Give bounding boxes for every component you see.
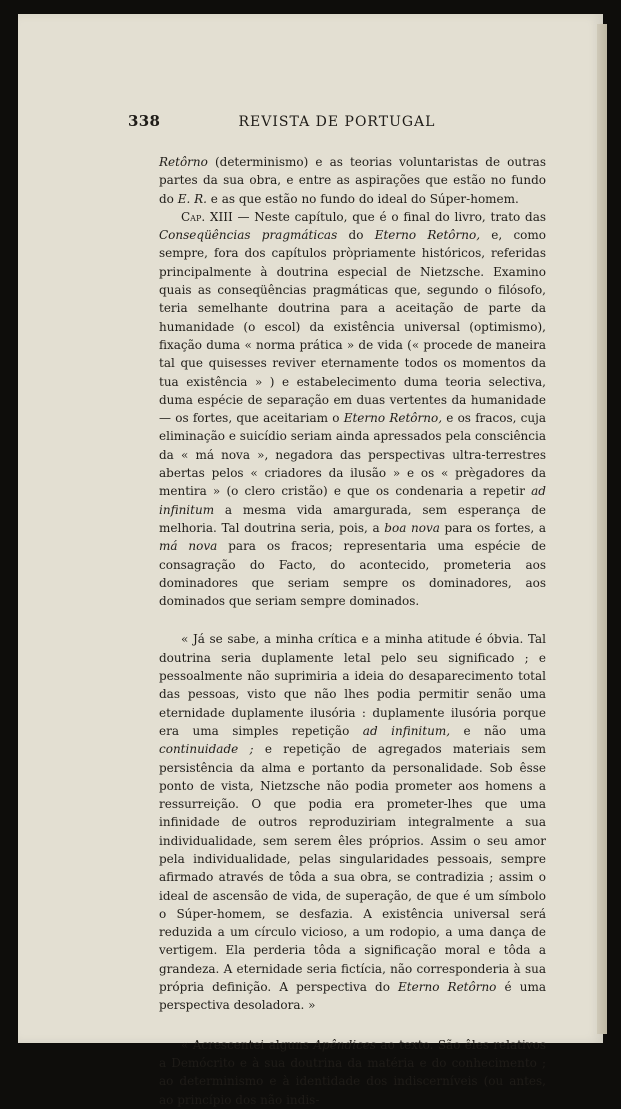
italic-span: ad infinitum bbox=[159, 484, 546, 517]
text-span: ao texto. São êles relativos a Demócrito e à sua doutrina da matéria e do conhecimento ; ao determinismo e à identidade dos indiscerníveis (ou antes, ao princípio dos não indis- bbox=[159, 1037, 546, 1107]
italic-span: Conseqüências pragmáticas bbox=[159, 228, 338, 243]
italic-span: Eterno Retôrno, bbox=[374, 228, 481, 243]
text-span: a mesma vida amargurada, sem esperança de melhoria. Tal doutrina seria, pois, a bbox=[159, 502, 546, 535]
page-header bbox=[128, 112, 546, 134]
italic-span: Apêndices bbox=[313, 1037, 377, 1052]
italic-span: boa nova bbox=[384, 520, 440, 535]
text-span: — Neste capítulo, que é o final do livro, trato das bbox=[232, 209, 547, 224]
italic-span: Retôrno bbox=[159, 155, 208, 169]
text-span: « Acrescentei alguns bbox=[181, 1037, 314, 1052]
page-number: 338 bbox=[128, 112, 161, 130]
running-head: REVISTA DE PORTUGAL bbox=[238, 114, 436, 130]
text-span: (determinismo) e as teorias voluntaristas de outras partes da sua obra, e entre as aspirações que estão no fundo do bbox=[159, 155, 546, 206]
text-span: e as que estão no fundo do ideal do Súper-homem. bbox=[206, 191, 519, 206]
paragraph-1 bbox=[159, 153, 546, 208]
italic-span: Eterno Retôrno bbox=[398, 980, 497, 995]
italic-span: má nova bbox=[159, 539, 218, 554]
text-span: e, como sempre, fora dos capítulos pròpriamente históricos, referidas principalmente à doutrina especial de Nietzsche. Examino quais as conseqüências pragmáticas que, segundo o filósofo, teria semelhante doutrina para a aceitação de parte da humanidade (o escol) da existência universal (optimismo), fixação duma « norma prática » de vida (« procede de maneira tal que quisesses reviver eternamente todos os momentos da tua existência » ) e estabelecimento duma teoria selectiva, duma espécie de separação em duas vertentes da humanidade — os fortes, que aceitariam o bbox=[159, 228, 546, 426]
italic-span: Eterno Retôrno, bbox=[343, 411, 443, 426]
paragraph-3-quotation bbox=[159, 630, 546, 1014]
chapter-label: Cap. XIII bbox=[181, 209, 233, 224]
italic-span: ad infinitum, bbox=[362, 723, 451, 738]
text-span: para os fortes, a bbox=[439, 520, 547, 535]
text-span: do bbox=[337, 228, 375, 243]
paragraph-4-quotation bbox=[159, 1036, 546, 1109]
body-text bbox=[159, 153, 546, 1109]
paragraph-2 bbox=[159, 208, 546, 611]
text-span: para os fracos; representaria uma espécie de consagração do Facto, do acontecido, prometeria aos dominadores que seriam sempre os dominadores, aos dominados que seriam sempre dominados. bbox=[159, 539, 547, 609]
italic-span: continuidade ; bbox=[159, 742, 254, 757]
text-span: é uma perspectiva desoladora. » bbox=[159, 980, 547, 1013]
italic-span: E. R. bbox=[177, 191, 207, 206]
text-span: « Já se sabe, a minha crítica e a minha atitude é óbvia. Tal doutrina seria duplamente letal pelo seu significado ; e pessoalmente não suprimiria a ideia do desaparecimento total das pessoas, visto que não lhes podia permitir senão uma eternidade duplamente ilusória : duplamente ilusória porque era uma simples repetição bbox=[159, 632, 546, 738]
text-span: e repetição de agregados materiais sem persistência da alma e portanto da personalidade. Sob êsse ponto de vista, Nietzsche não podia prometer aos homens a ressurreição. O que podia era prometer-lhes que uma infinidade de outros reproduziriam integralmente a sua individualidade, sem serem êles próprios. Assim o seu amor pela individualidade, pelas singularidades pessoais, sempre afirmado através de tôda a sua obra, se contradizia ; assim o ideal de ascensão de vida, de superação, de que é um símbolo o Súper-homem, se desfazia. A existência universal será reduzida a um círculo vicioso, a um rodopio, a uma dança de vertigem. Ela perderia tôda a significação moral e tôda a grandeza. A eternidade seria fictícia, não corresponderia à sua própria definição. A perspectiva do bbox=[159, 742, 547, 995]
text-span: e não uma bbox=[450, 723, 546, 738]
next-page-edge bbox=[597, 24, 607, 1034]
text-span: e os fracos, cuja eliminação e suicídio seriam ainda apressados pela consciência da « má nova », negadora das perspectivas ultra-terrestres abertas pelos « criadores da ilusão » e os « prègadores da mentira » (o clero cristão) e que os condenaria a repetir bbox=[159, 411, 547, 499]
